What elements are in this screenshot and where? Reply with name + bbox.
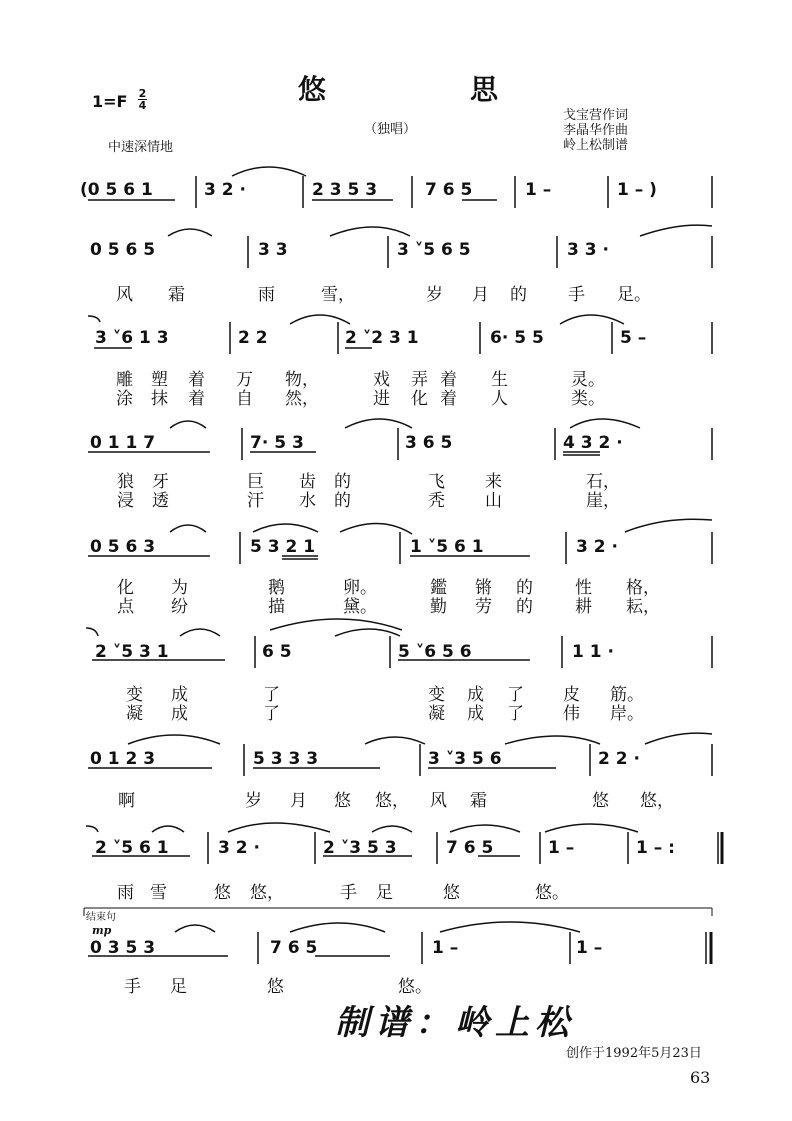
lyric: 塑 <box>151 370 168 390</box>
lyric: 悠， <box>640 791 674 811</box>
measure-7-1: 0 1 2 3 <box>90 749 156 769</box>
lyricist: 戈宝营作词 <box>563 108 629 123</box>
composer: 李晶华作曲 <box>563 123 629 138</box>
lyric: 悠 <box>267 977 284 997</box>
measure-4-2: 7· 5 3 <box>250 433 304 453</box>
measure-3-2: 2 2 <box>238 328 268 348</box>
lyric: 了 <box>507 685 524 705</box>
lyric: 变 <box>428 685 445 705</box>
lyric: 霜 <box>470 791 487 811</box>
lyric: 耕 <box>575 597 592 617</box>
lyric: 鑑 <box>430 578 447 598</box>
lyric: 抹 <box>151 389 168 409</box>
lyric: 足 <box>170 977 187 997</box>
lyric: 的 <box>334 472 351 492</box>
measure-8-2: 3 2 · <box>218 838 260 858</box>
lyric: 啊 <box>118 791 135 811</box>
measure-8-1: 2 ˅5 6 1 <box>95 838 169 858</box>
measure-8-3: 2 ˅3 5 3 <box>323 838 397 858</box>
lyric: 戏 <box>373 370 390 390</box>
measure-1-6: 1 – ) <box>617 180 657 200</box>
lyric: 锵 <box>475 578 492 598</box>
lyric: 手 <box>568 285 585 305</box>
lyric: 筋。 <box>610 685 644 705</box>
lyric: 皮 <box>563 685 580 705</box>
measure-5-3: 1 ˅5 6 1 <box>410 537 484 557</box>
measure-7-3: 3 ˅3 5 6 <box>428 749 502 769</box>
lyric: 凝 <box>428 704 445 724</box>
lyric: 着 <box>440 370 457 390</box>
lyric: 手 <box>340 883 357 903</box>
tempo-marking: 中速深情地 <box>108 140 174 155</box>
lyric: 点 <box>117 597 134 617</box>
lyric: 风 <box>430 791 447 811</box>
lyric: 万 <box>236 370 253 390</box>
lyric: 月 <box>472 285 489 305</box>
measure-8-5: 1 – <box>548 838 575 858</box>
measure-3-4: 6· 5 5 <box>490 328 544 348</box>
lyric: 透 <box>152 491 169 511</box>
measure-1-1: (0 5 6 1 <box>80 180 153 200</box>
lyric: 霜 <box>168 285 185 305</box>
subtitle: （独唱） <box>364 122 417 137</box>
time-bottom: 4 <box>138 99 147 112</box>
lyric: 飞 <box>428 472 445 492</box>
lyric: 类。 <box>571 389 605 409</box>
lyric: 凝 <box>126 704 143 724</box>
lyric: 着 <box>188 389 205 409</box>
lyric: 弄 <box>411 370 428 390</box>
measure-1-4: 7 6 5 <box>425 180 473 200</box>
lyric: 了 <box>263 685 280 705</box>
measure-2-2: 3 3 <box>258 240 288 260</box>
measure-6-1: 2 ˅5 3 1 <box>95 642 169 662</box>
lyric: 风 <box>116 285 133 305</box>
measure-3-5: 5 – <box>620 328 647 348</box>
key-signature: 1=F <box>92 92 128 111</box>
lyric: 秃 <box>428 491 445 511</box>
measure-5-1: 0 5 6 3 <box>90 537 156 557</box>
lyric: 涂 <box>116 389 133 409</box>
lyric: 手 <box>124 977 141 997</box>
measure-1-5: 1 – <box>525 180 552 200</box>
lyric: 进 <box>373 389 390 409</box>
measure-4-4: 4 3 2 · <box>563 433 623 453</box>
lyric: 劳 <box>475 597 492 617</box>
lyric: 雨 <box>117 883 134 903</box>
measure-8-4: 7 6 5 <box>446 838 494 858</box>
measure-4-3: 3 6 5 <box>405 433 453 453</box>
measure-8-6: 1 – : <box>636 838 675 858</box>
title-char-2: 思 <box>470 73 501 106</box>
lyric: 雕 <box>116 370 133 390</box>
measure-6-4: 1 1 · <box>572 642 614 662</box>
measure-7-4: 2 2 · <box>598 749 640 769</box>
lyric: 的 <box>516 578 533 598</box>
measure-9-4: 1 – <box>576 938 603 958</box>
lyric: 悠， <box>375 791 409 811</box>
lyric: 足。 <box>617 285 651 305</box>
lyric: 雨 <box>258 285 275 305</box>
lyric: 悠 <box>214 883 231 903</box>
lyric: 成 <box>171 704 188 724</box>
measure-1-2: 3 2 · <box>204 180 246 200</box>
lyric: 岁 <box>245 791 262 811</box>
lyric: 水 <box>299 491 316 511</box>
lyric: 汗 <box>247 491 264 511</box>
lyric: 了 <box>263 704 280 724</box>
lyric: 悠 <box>592 791 609 811</box>
lyric: 岸。 <box>610 704 644 724</box>
measure-6-3: 5 ˅6 5 6 <box>398 642 472 662</box>
lyric: 化 <box>117 578 134 598</box>
lyric: 化 <box>411 389 428 409</box>
lyric: 描 <box>268 597 285 617</box>
lyric: 着 <box>440 389 457 409</box>
lyric: 月 <box>290 791 307 811</box>
measure-5-2: 5 3 2 1 <box>250 537 316 557</box>
lyric: 成 <box>171 685 188 705</box>
measure-9-3: 1 – <box>432 938 459 958</box>
ending-label: 结束句 <box>86 912 116 923</box>
lyric: 来 <box>485 472 502 492</box>
lyric: 生 <box>491 370 508 390</box>
measure-5-4: 3 2 · <box>576 537 618 557</box>
lyric: 狼 <box>117 472 134 492</box>
measure-4-1: 0 1 1 7 <box>90 433 156 453</box>
lyric: 变 <box>126 685 143 705</box>
lyric: 悠。 <box>398 977 432 997</box>
measure-9-2: 7 6 5 <box>270 938 318 958</box>
lyric: 齿 <box>299 472 316 492</box>
measure-2-3: 3 ˅5 6 5 <box>397 240 471 260</box>
lyric: 雪 <box>150 883 167 903</box>
page-number: 63 <box>690 1068 711 1087</box>
lyric: 巨 <box>247 472 264 492</box>
lyric: 格， <box>626 578 660 598</box>
measure-2-4: 3 3 · <box>567 240 609 260</box>
measure-9-1: 0 3 5 3 <box>90 938 156 958</box>
lyric: 人 <box>491 389 508 409</box>
lyric: 牙 <box>152 472 169 492</box>
time-top: 2 <box>138 87 147 100</box>
lyric: 悠。 <box>535 883 569 903</box>
lyric: 成 <box>467 704 484 724</box>
measure-1-3: 2 3 5 3 <box>312 180 378 200</box>
lyric: 性 <box>575 578 592 598</box>
lyric: 着 <box>188 370 205 390</box>
lyric: 足 <box>376 883 393 903</box>
lyric: 物， <box>285 370 319 390</box>
lyric: 的 <box>516 597 533 617</box>
lyric: 自 <box>236 389 253 409</box>
lyric: 崖， <box>586 491 620 511</box>
arranger-signature: 制谱：岭上松 <box>335 1003 575 1043</box>
lyric: 的 <box>334 491 351 511</box>
lyric: 了 <box>507 704 524 724</box>
lyric: 然， <box>285 389 319 409</box>
lyric: 悠 <box>443 883 460 903</box>
lyric: 的 <box>510 285 527 305</box>
measure-7-2: 5 3 3 3 <box>253 749 319 769</box>
lyric: 灵。 <box>571 370 605 390</box>
lyric: 雪， <box>321 285 355 305</box>
lyric: 伟 <box>563 704 580 724</box>
lyric: 山 <box>485 491 502 511</box>
measure-3-1: 3 ˅6 1 3 <box>95 328 169 348</box>
lyric: 岁 <box>426 285 443 305</box>
engraver: 岭上松制谱 <box>563 138 629 153</box>
lyric: 成 <box>467 685 484 705</box>
measure-3-3: 2 ˅2 3 1 <box>345 328 419 348</box>
title-char-1: 悠 <box>298 73 329 106</box>
lyric: 浸 <box>117 491 134 511</box>
dynamic-marking: mp <box>92 924 112 937</box>
measure-6-2: 6 5 <box>262 642 292 662</box>
lyric: 黛。 <box>343 597 377 617</box>
lyric: 悠， <box>250 883 284 903</box>
lyric: 纷 <box>171 597 188 617</box>
measure-2-1: 0 5 6 5 <box>90 240 156 260</box>
lyric: 为 <box>171 578 188 598</box>
lyric: 悠 <box>334 791 351 811</box>
date-note: 创作于1992年5月23日 <box>566 1046 702 1061</box>
lyric: 石， <box>586 472 620 492</box>
lyric: 勤 <box>430 597 447 617</box>
lyric: 鹅 <box>268 578 285 598</box>
lyric: 耘， <box>626 597 660 617</box>
lyric: 卵。 <box>343 578 377 598</box>
